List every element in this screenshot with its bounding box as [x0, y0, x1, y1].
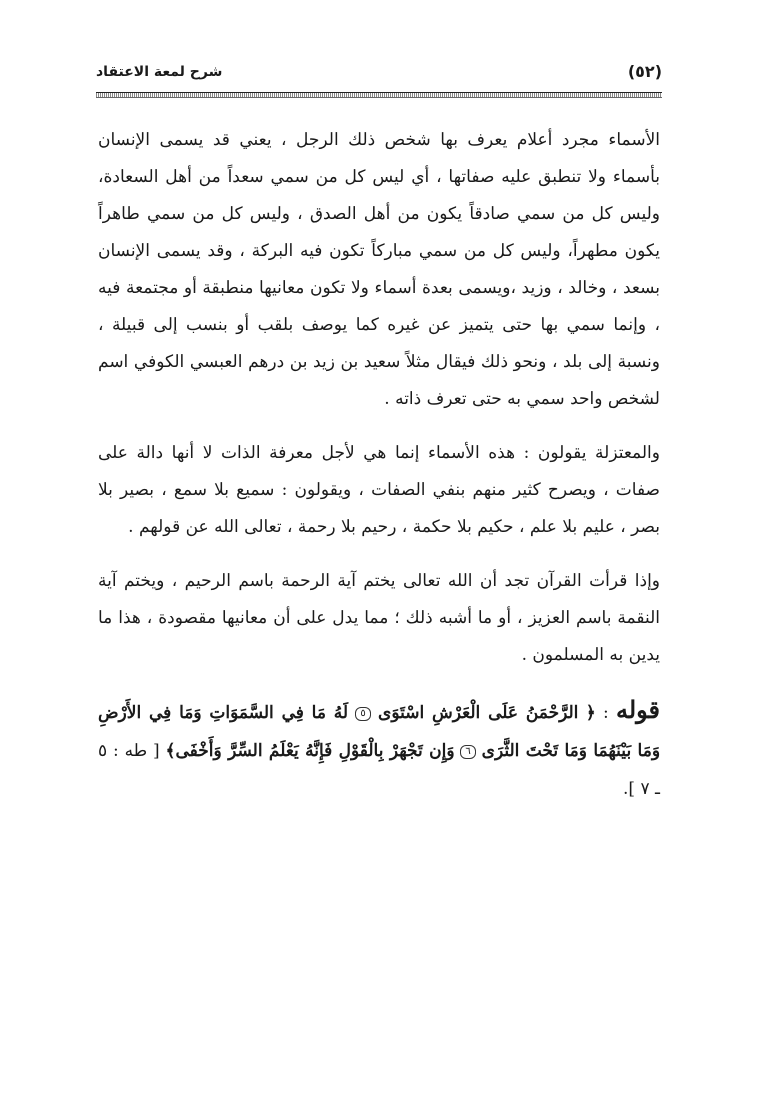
ayah-number-5: ٥	[355, 707, 370, 721]
paragraph-3: وإذا قرأت القرآن تجد أن الله تعالى يختم آية الرحمة باسم الرحيم ، ويختم آية النقمة باسم العزيز ، أو ما أشبه ذلك ؛ مما يدل على أن معانيها مقصودة ، هذا ما يدين به المسلمون .	[98, 571, 660, 665]
quran-verse-1: الرَّحْمَنُ عَلَى الْعَرْشِ اسْتَوَى	[378, 703, 579, 723]
paragraph-2: والمعتزلة يقولون : هذه الأسماء إنما هي لأجل معرفة الذات لا أنها دالة على صفات ، ويصرح كثير منهم بنفي الصفات ، ويقولون : سميع بلا سمع ، بصير بلا بصر ، عليم بلا علم ، حكيم بلا حكمة ، رحيم بلا رحمة ، تعالى الله عن قولهم .	[98, 443, 660, 537]
ayah-number-6: ٦	[460, 745, 475, 759]
verse-reference: [ طه : ٥ ـ ٧ ].	[98, 741, 660, 799]
quote-label: قوله	[615, 695, 661, 724]
quran-close-bracket: ﴾	[165, 741, 176, 761]
quran-quote	[98, 691, 660, 808]
running-title: شرح لمعة الاعتقاد	[96, 64, 223, 80]
page-body	[98, 122, 660, 808]
page-header	[96, 62, 662, 92]
quran-verse-2: لَهُ مَا فِي السَّمَوَاتِ وَمَا فِي الأَرْضِ وَمَا بَيْنَهُمَا وَمَا تَحْتَ الثَّرَى	[98, 703, 661, 761]
quran-open-bracket: ﴿	[585, 703, 596, 723]
header-divider	[96, 92, 662, 98]
quran-verse-3: وَإِن تَجْهَرْ بِالْقَوْلِ فَإِنَّهُ يَعْلَمُ السِّرَّ وَأَخْفَى	[175, 741, 455, 761]
page-number: (٥٢)	[627, 62, 662, 81]
quote-separator: :	[595, 703, 616, 723]
paragraph-1: الأسماء مجرد أعلام يعرف بها شخص ذلك الرجل ، يعني قد يسمى الإنسان بأسماء ولا تنطبق عليه صفاتها ، أي ليس كل من سمي سعداً من أهل السعادة، وليس كل من سمي صادقاً يكون من أهل الصدق ، وليس كل من سمي طاهراً يكون مطهراً، وليس كل من سمي مباركاً تكون فيه البركة ، وقد يسمى الإنسان بسعد ، وخالد ، وزيد ،ويسمى بعدة أسماء ولا تكون معانيها منطبقة أو مجتمعة فيه ، وإنما سمي بها حتى يتميز عن غيره كما يوصف بلقب أو بنسب إلى قبيلة ، ونسبة إلى بلد ، ونحو ذلك فيقال مثلاً سعيد بن زيد بن درهم العبسي الكوفي اسم لشخص واحد سمي به حتى تعرف ذاته .	[98, 130, 660, 409]
